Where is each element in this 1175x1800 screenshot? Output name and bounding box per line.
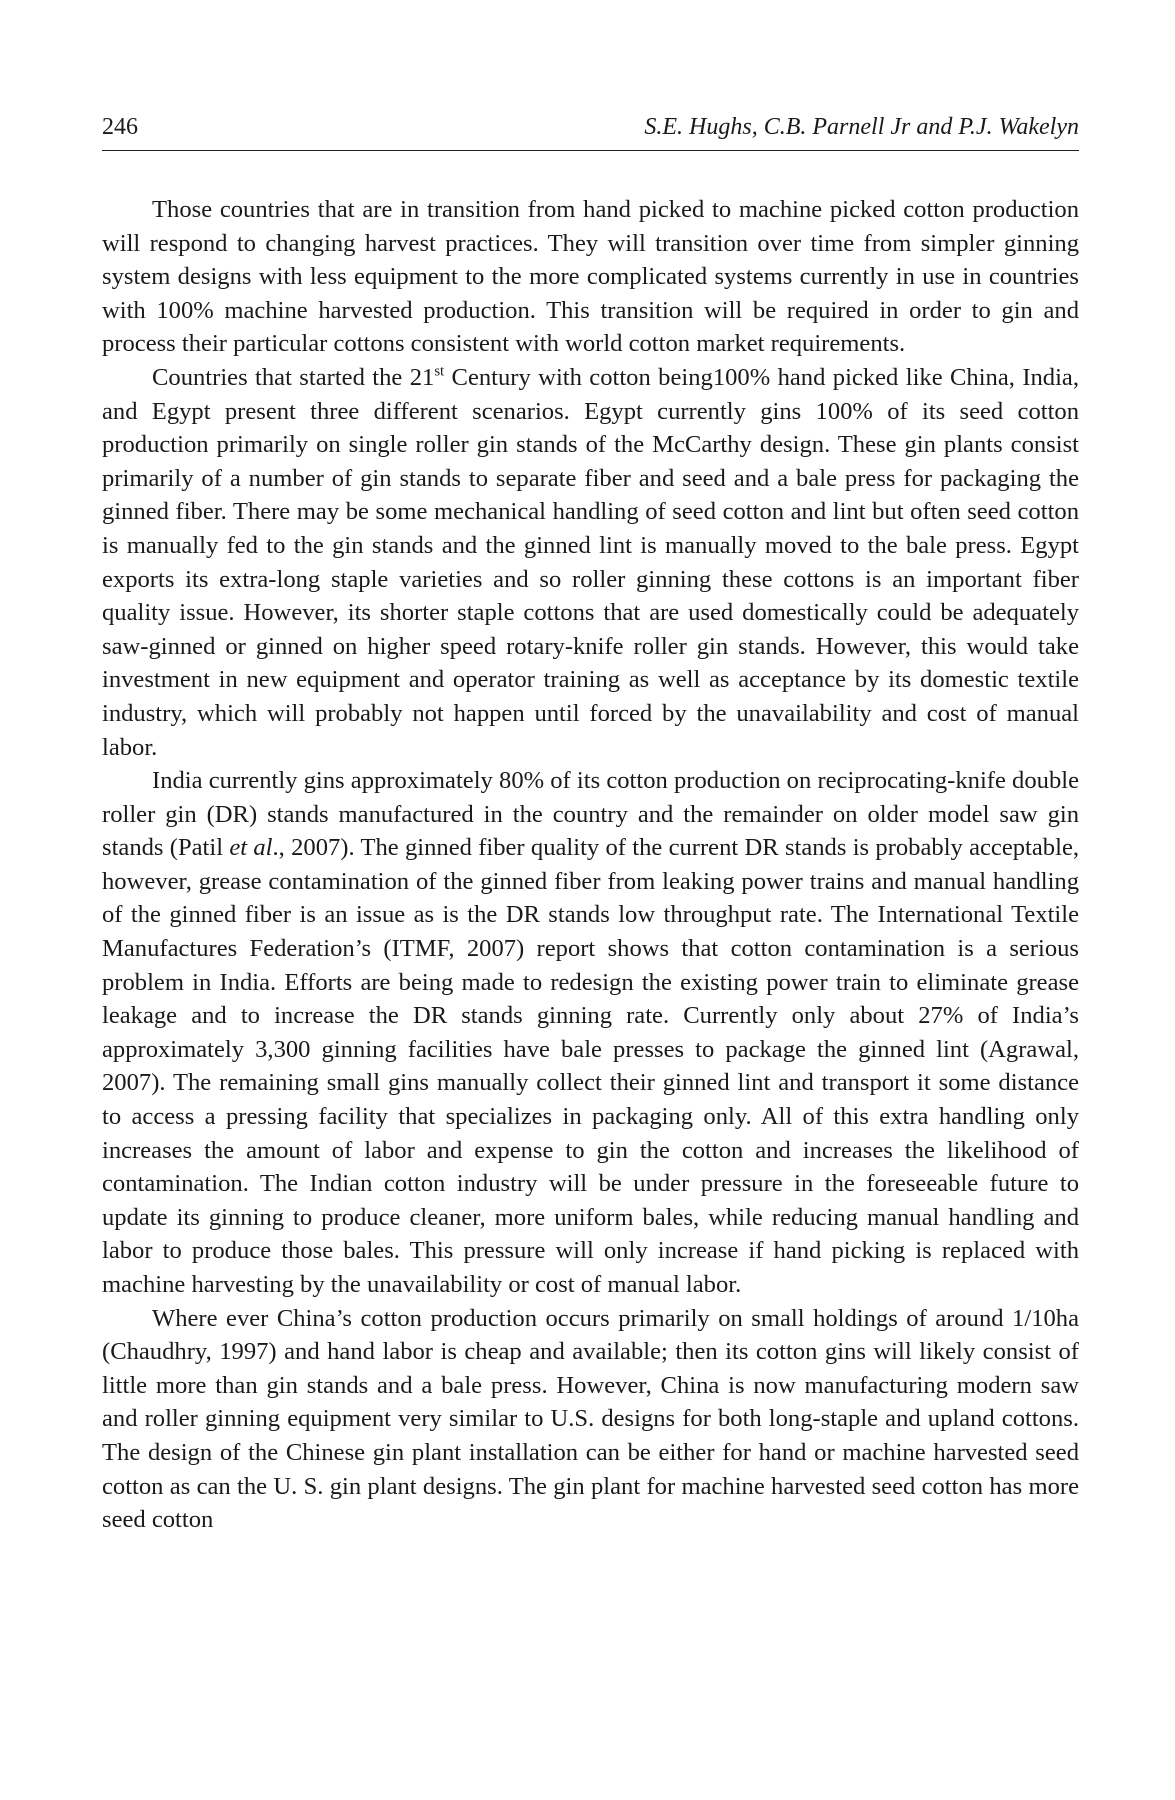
paragraph-india-text-start: India currently gins approximately 80% of its cotton production on reciprocating-knife double roller gin (DR) stands manufactured in the country and the remainder on older model saw gin stands (Patil	[102, 767, 1079, 862]
ordinal-superscript: st	[434, 363, 445, 380]
paragraph-egypt-text-rest: Century with cotton being100% hand picked like China, India, and Egypt present three different scenarios. Egypt currently gins 100% of its seed cotton production primarily on single roller gin stands of the McCarthy design. These gin plants consist primarily of a number of gin stands to separate fiber and seed and a bale press for packaging the ginned fiber. There may be some mechanical handling of seed cotton and lint but often seed cotton is manually fed to the gin stands and the ginned lint is manually moved to the bale press. Egypt exports its extra-long staple varieties and so roller ginning these cottons is an important fiber quality issue. However, its shorter staple cottons that are used domestically could be adequately saw-ginned or ginned on higher speed rotary-knife roller gin stands. However, this would take investment in new equipment and operator training as well as acceptance by its domestic textile industry, which will probably not happen until forced by the unavailability and cost of manual labor.	[102, 363, 1079, 761]
paragraph-transition: Those countries that are in transition from hand picked to machine picked cotton production will respond to changing harvest practices. They will transition over time from simpler ginning system designs with less equipment to the more complicated systems currently in use in countries with 100% machine harvested production. This transition will be required in order to gin and process their particular cottons consistent with world cotton market requirements.	[102, 196, 1079, 358]
paragraph-egypt	[102, 361, 1079, 764]
body-text	[102, 193, 1079, 1537]
citation-et-al: et al	[229, 834, 273, 862]
paragraph-india	[102, 764, 1079, 1302]
running-header-authors: S.E. Hughs, C.B. Parnell Jr and P.J. Wakelyn	[644, 114, 1079, 140]
page-number: 246	[102, 114, 138, 140]
running-header	[102, 110, 1079, 151]
paragraph-india-text-rest: ., 2007). The ginned fiber quality of the current DR stands is probably acceptable, however, grease contamination of the ginned fiber from leaking power trains and manual handling of the ginned fiber is an issue as is the DR stands low throughput rate. The International Textile Manufactures Federation’s (ITMF, 2007) report shows that cotton contamination is a serious problem in India. Efforts are being made to redesign the existing power train to eliminate grease leakage and to increase the DR stands ginning rate. Currently only about 27% of India’s approximately 3,300 ginning facilities have bale presses to package the ginned lint (Agrawal, 2007). The remaining small gins manually collect their ginned lint and transport it some distance to access a pressing facility that specializes in packaging only. All of this extra handling only increases the amount of labor and expense to gin the cotton and increases the likelihood of contamination. The Indian cotton industry will be under pressure in the foreseeable future to update its ginning to produce cleaner, more uniform bales, while reducing manual handling and labor to produce those bales. This pressure will only increase if hand picking is replaced with machine harvesting by the unavailability or cost of manual labor.	[102, 834, 1080, 1298]
paragraph-egypt-text-start: Countries that started the 21	[152, 363, 435, 391]
paragraph-china: Where ever China’s cotton production occurs primarily on small holdings of around 1/10ha (Chaudhry, 1997) and hand labor is cheap and available; then its cotton gins will likely consist of little more than gin stands and a bale press. However, China is now manufacturing modern saw and roller ginning equipment very similar to U.S. designs for both long-staple and upland cottons. The design of the Chinese gin plant installation can be either for hand or machine harvested seed cotton as can the U. S. gin plant designs. The gin plant for machine harvested seed cotton has more seed cotton	[102, 1304, 1079, 1534]
